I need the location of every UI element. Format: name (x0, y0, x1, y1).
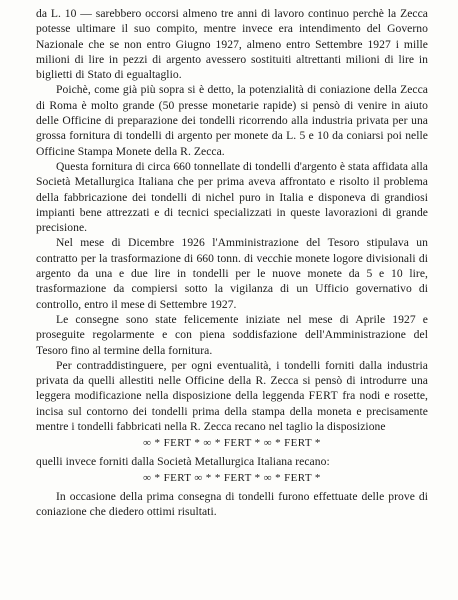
edge-legend-smi: ∞ * FERT ∞ * * FERT * ∞ * FERT * (143, 472, 321, 485)
paragraph-between: quelli invece forniti dalla Società Metallurgica Italiana recano: (36, 454, 330, 468)
paragraph-6-before: Per contraddistinguere, per ogni eventualità, i tondelli forniti dalla industria privata da quelli allestiti nelle Officine della R. Zecca si pensò di introdurre una leggera modificazione nella disposizione della leggenda (36, 358, 428, 403)
fert-word: FERT (308, 389, 339, 403)
paragraph-6 (36, 358, 428, 434)
paragraph-3: Questa fornitura di circa 660 tonnellate di tondelli d'argento è stata affidata alla Società Metallurgica Italiana che per prima aveva affrontato e risolto il problema della fabbricazione dei tondelli di nichel puro in Italia e disponeva di grandiosi impianti bene attrezzati e di tecnici specializzati in queste lavorazioni di grande precisione. (36, 159, 428, 235)
paragraph-6-after: fra nodi e rosette, incisa sul contorno dei tondelli prima della stampa della moneta e precisamente mentre i tondelli fabbricati nella R. Zecca recano nel taglio la disposizione (36, 389, 428, 434)
paragraph-4: Nel mese di Dicembre 1926 l'Amministrazione del Tesoro stipulava un contratto per la trasformazione di 660 tonn. di vecchie monete logore divisionali di argento da una e due lire in tondelli per le nuove monete da 5 e 10 lire, trasformazione da compiersi sotto la vigilanza di un Ufficio governativo di controllo, entro il mese di Settembre 1927. (36, 236, 428, 311)
edge-legend-zecca: ∞ * FERT * ∞ * FERT * ∞ * FERT * (143, 437, 321, 450)
paragraph-1: da L. 10 — sarebbero occorsi almeno tre anni di lavoro continuo perchè la Zecca potesse ultimare il suo compito, mentre invece era intendimento del Governo Nazionale che se non entro Giugno 1927, almeno entro Settembre 1927 i mille milioni di lire in pezzi di argento avessero sostituiti altrettanti milioni di lire in biglietti di Stato di egualtaglio. (36, 7, 428, 82)
paragraph-2: Poichè, come già più sopra si è detto, la potenzialità di coniazione della Zecca di Roma è molto grande (50 presse monetarie rapide) si pensò di venire in aiuto delle Officine di preparazione dei tondelli ricorrendo alla industria privata per una grossa fornitura di tondelli di argento per monete da L. 5 e 10 da coniarsi poi nelle Officine Stampa Monete della R. Zecca. (36, 83, 428, 158)
paragraph-closing: In occasione della prima consegna di tondelli furono effettuate delle prove di coniazione che diedero ottimi risultati. (36, 489, 428, 518)
paragraph-5: Le consegne sono state felicemente iniziate nel mese di Aprile 1927 e proseguite regolarmente e con piena soddisfazione dell'Amministrazione del Tesoro fino al termine della fornitura. (36, 312, 428, 357)
